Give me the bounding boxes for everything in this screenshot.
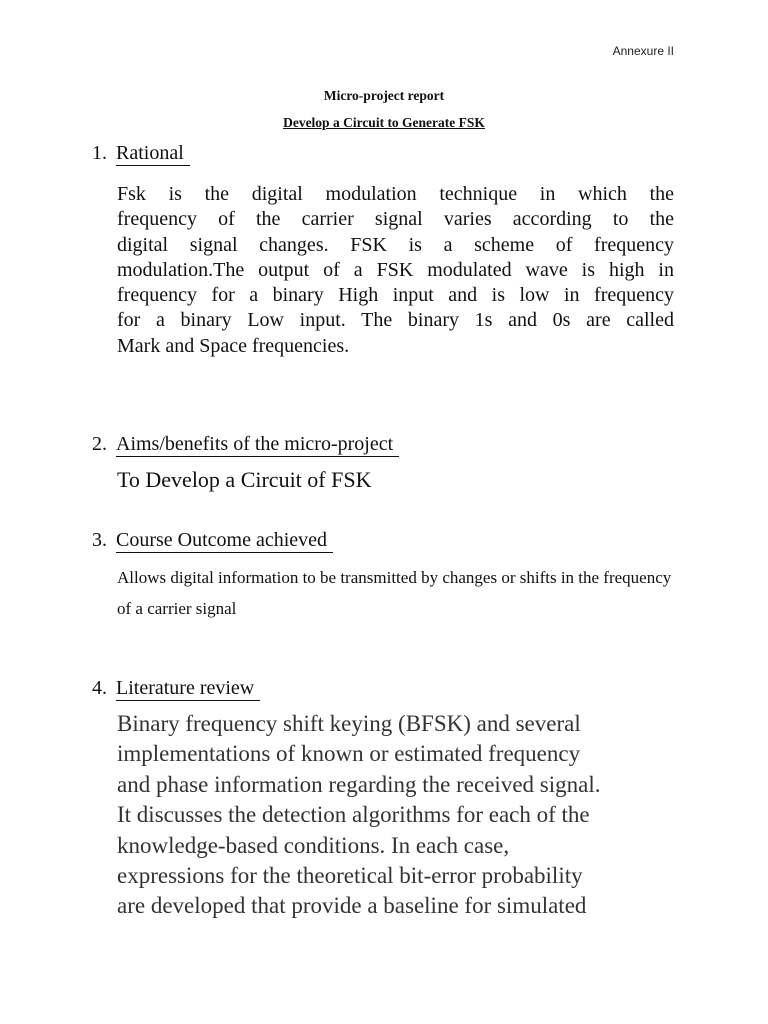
paragraph-line: for a binary Low input. The binary 1s and 0s are called [117,309,674,332]
paragraph-line: Fsk is the digital modulation technique in which the [117,183,674,205]
paragraph-line: frequency for a binary High input and is low in frequency [117,284,674,307]
course-outcome-text: Allows digital information to be transmitted by changes or shifts in the frequency of a carrier signal [117,568,672,618]
section-number: 1. [92,142,107,164]
paragraph-line: Binary frequency shift keying (BFSK) and several [117,711,581,736]
section-number: 3. [92,529,107,551]
paragraph-line: knowledge-based conditions. In each case, [117,832,510,858]
paragraph-line: expressions for the theoretical bit-error probability [117,863,583,889]
paragraph-line: modulation.The output of a FSK modulated wave is high in [117,258,674,281]
paragraph-line: frequency of the carrier signal varies according to the [117,208,674,231]
section-number: 4. [92,677,107,699]
annexure-label: Annexure II [612,44,674,58]
section-title: Aims/benefits of the micro-project [116,433,399,457]
section-heading-literature-review [92,677,260,701]
section-heading-course-outcome [92,529,333,553]
paragraph-line: implementations of known or estimated frequency [117,741,581,767]
report-title: Micro-project report [323,88,445,103]
aims-text: To Develop a Circuit of FSK [117,467,372,492]
section-title: Literature review [116,677,260,701]
paragraph-line: digital signal changes. FSK is a scheme of frequency [117,233,674,256]
paragraph-line: It discusses the detection algorithms for each of the [117,802,590,828]
section-title: Course Outcome achieved [116,529,333,553]
report-subtitle [0,115,768,131]
section-number: 2. [92,433,107,455]
paragraph-line: Mark and Space frequencies. [117,334,350,357]
literature-paragraph [117,709,677,922]
paragraph-line: are developed that provide a baseline for simulated [117,893,587,919]
report-subtitle-text: Develop a Circuit to Generate FSK [283,115,485,130]
section-heading-aims [92,433,399,457]
paragraph-line: and phase information regarding the received signal. [117,771,601,797]
rational-paragraph [117,182,674,359]
section-title: Rational [116,142,190,166]
section-heading-rational [92,142,190,166]
